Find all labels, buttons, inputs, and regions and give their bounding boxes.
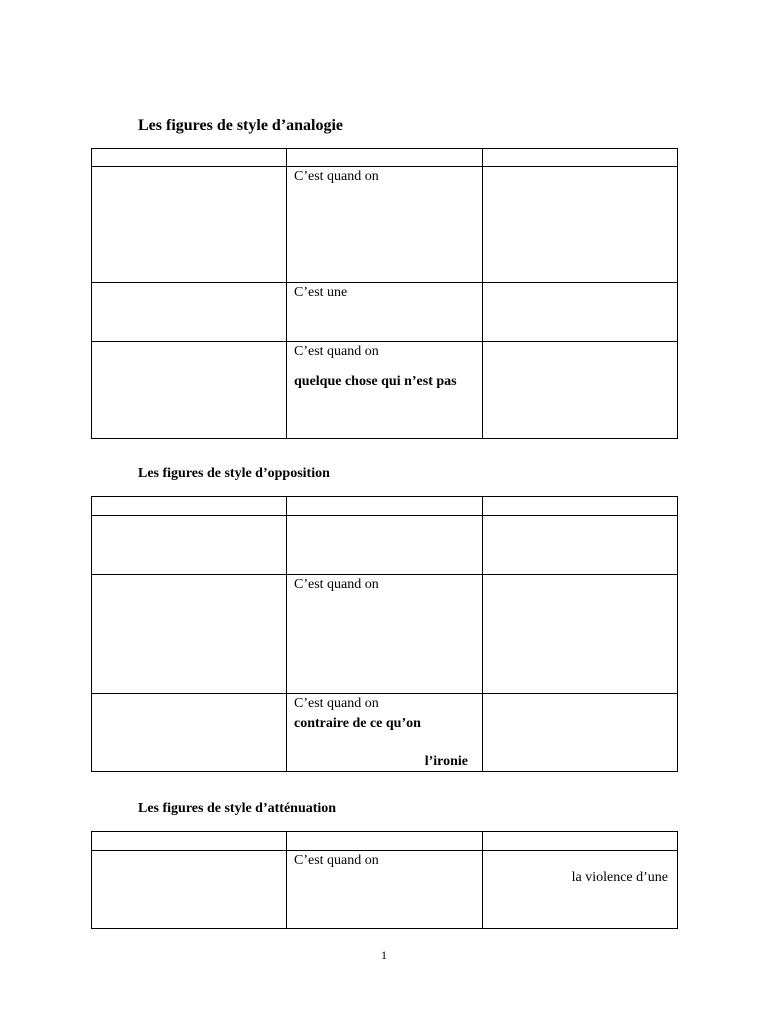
table-cell	[92, 342, 287, 439]
section-title-attenuation: Les figures de style d’atténuation	[138, 801, 337, 816]
table-cell	[92, 694, 287, 772]
table-cell	[483, 167, 678, 283]
table-cell	[483, 342, 678, 439]
table-cell	[92, 575, 287, 694]
table-row	[92, 283, 678, 342]
table-row	[92, 851, 678, 929]
cell-text: C’est quand on	[294, 344, 379, 359]
table-cell	[483, 575, 678, 694]
cell-text: C’est quand on	[294, 696, 379, 711]
section-title-opposition: Les figures de style d’opposition	[138, 466, 330, 481]
table-header-row	[92, 497, 678, 516]
table-row	[92, 167, 678, 283]
table-analogie	[91, 148, 678, 439]
cell-text: C’est quand on	[294, 577, 379, 592]
header-cell	[92, 497, 287, 516]
table-cell	[92, 851, 287, 929]
table-row	[92, 516, 678, 575]
table-opposition	[91, 496, 678, 772]
table-cell	[483, 283, 678, 342]
table-header-row	[92, 832, 678, 851]
cell-bold-text: quelque chose qui n’est pas	[294, 374, 457, 389]
table-row	[92, 342, 678, 439]
header-cell	[287, 497, 483, 516]
cell-text: C’est quand on	[294, 853, 379, 868]
table-cell	[483, 851, 678, 929]
table-cell	[287, 851, 483, 929]
header-cell	[483, 832, 678, 851]
table-cell	[287, 167, 483, 283]
page-number: 1	[381, 948, 387, 962]
cell-bold-text: l’ironie	[424, 754, 468, 769]
cell-text: C’est une	[294, 285, 348, 300]
header-cell	[483, 497, 678, 516]
table-cell	[92, 283, 287, 342]
table-row	[92, 575, 678, 694]
table-cell	[483, 694, 678, 772]
table-cell	[92, 516, 287, 575]
table-cell	[287, 516, 483, 575]
header-cell	[483, 149, 678, 167]
table-cell	[287, 342, 483, 439]
header-cell	[287, 149, 483, 167]
table-header-row	[92, 149, 678, 167]
header-cell	[92, 832, 287, 851]
table-cell	[92, 167, 287, 283]
cell-text: C’est quand on	[294, 169, 379, 184]
table-cell	[483, 516, 678, 575]
table-row	[92, 694, 678, 772]
cell-bold-text: contraire de ce qu’on	[294, 716, 421, 731]
section-title-analogie: Les figures de style d’analogie	[138, 117, 344, 134]
cell-text: la violence d’une	[571, 870, 668, 885]
table-attenuation	[91, 831, 678, 929]
header-cell	[92, 149, 287, 167]
table-cell	[287, 694, 483, 772]
table-cell	[287, 283, 483, 342]
table-cell	[287, 575, 483, 694]
header-cell	[287, 832, 483, 851]
